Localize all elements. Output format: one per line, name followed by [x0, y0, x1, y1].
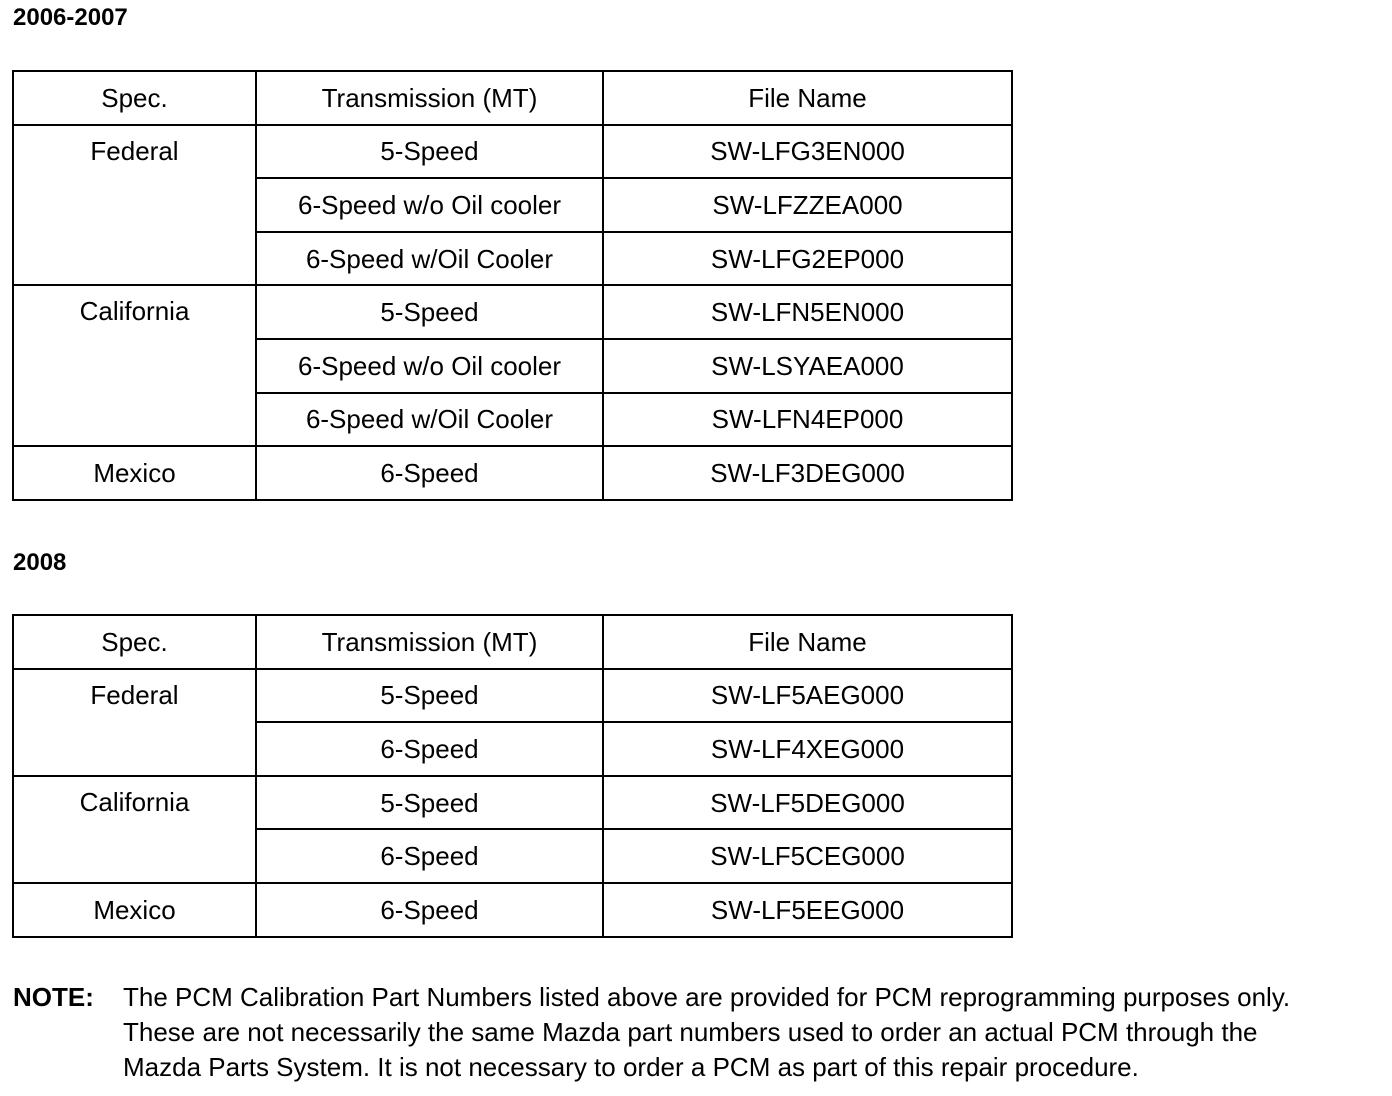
transmission-cell: 5-Speed — [256, 125, 603, 179]
spec-cell: Mexico — [13, 883, 256, 937]
transmission-cell: 5-Speed — [256, 285, 603, 339]
table-row — [13, 883, 1012, 937]
transmission-cell: 6-Speed w/o Oil cooler — [256, 339, 603, 393]
table-row — [13, 776, 1012, 830]
transmission-cell: 6-Speed — [256, 829, 603, 883]
transmission-cell: 6-Speed w/o Oil cooler — [256, 178, 603, 232]
spec-cell: California — [13, 776, 256, 883]
file-name-cell: SW-LF3DEG000 — [603, 446, 1012, 500]
spec-cell: Federal — [13, 125, 256, 286]
file-name-cell: SW-LFN4EP000 — [603, 393, 1012, 447]
header-transmission: Transmission (MT) — [256, 615, 603, 669]
transmission-cell: 5-Speed — [256, 669, 603, 723]
file-name-cell: SW-LF4XEG000 — [603, 722, 1012, 776]
note-line: Mazda Parts System. It is not necessary to order a PCM as part of this repair procedure. — [123, 1052, 1139, 1082]
note-label: NOTE: — [13, 982, 94, 1012]
file-name-cell: SW-LF5EEG000 — [603, 883, 1012, 937]
header-file-name: File Name — [603, 615, 1012, 669]
table-header-row — [13, 615, 1012, 669]
section-heading-2008: 2008 — [13, 549, 67, 576]
file-name-cell: SW-LF5CEG000 — [603, 829, 1012, 883]
spec-cell: Mexico — [13, 446, 256, 500]
transmission-cell: 6-Speed — [256, 446, 603, 500]
header-transmission: Transmission (MT) — [256, 71, 603, 125]
transmission-cell: 6-Speed — [256, 883, 603, 937]
file-name-cell: SW-LFG2EP000 — [603, 232, 1012, 286]
file-name-cell: SW-LSYAEA000 — [603, 339, 1012, 393]
table-header-row — [13, 71, 1012, 125]
transmission-cell: 6-Speed w/Oil Cooler — [256, 393, 603, 447]
spec-cell: California — [13, 285, 256, 446]
header-spec: Spec. — [13, 71, 256, 125]
header-spec: Spec. — [13, 615, 256, 669]
transmission-cell: 5-Speed — [256, 776, 603, 830]
file-name-cell: SW-LF5DEG000 — [603, 776, 1012, 830]
file-name-cell: SW-LFG3EN000 — [603, 125, 1012, 179]
note-line: The PCM Calibration Part Numbers listed above are provided for PCM reprogramming purposes only. — [123, 982, 1291, 1012]
transmission-cell: 6-Speed w/Oil Cooler — [256, 232, 603, 286]
header-file-name: File Name — [603, 71, 1012, 125]
file-name-cell: SW-LFN5EN000 — [603, 285, 1012, 339]
spec-cell: Federal — [13, 669, 256, 776]
table-row — [13, 125, 1012, 179]
table-row — [13, 285, 1012, 339]
calibration-table-2008 — [12, 614, 1013, 938]
table-row — [13, 446, 1012, 500]
file-name-cell: SW-LFZZEA000 — [603, 178, 1012, 232]
calibration-table-2006-2007 — [12, 70, 1013, 501]
section-heading-2006-2007: 2006-2007 — [13, 4, 128, 31]
transmission-cell: 6-Speed — [256, 722, 603, 776]
note-line: These are not necessarily the same Mazda part numbers used to order an actual PCM through the — [123, 1017, 1258, 1047]
note-text — [123, 980, 1383, 1085]
file-name-cell: SW-LF5AEG000 — [603, 669, 1012, 723]
table-row — [13, 669, 1012, 723]
